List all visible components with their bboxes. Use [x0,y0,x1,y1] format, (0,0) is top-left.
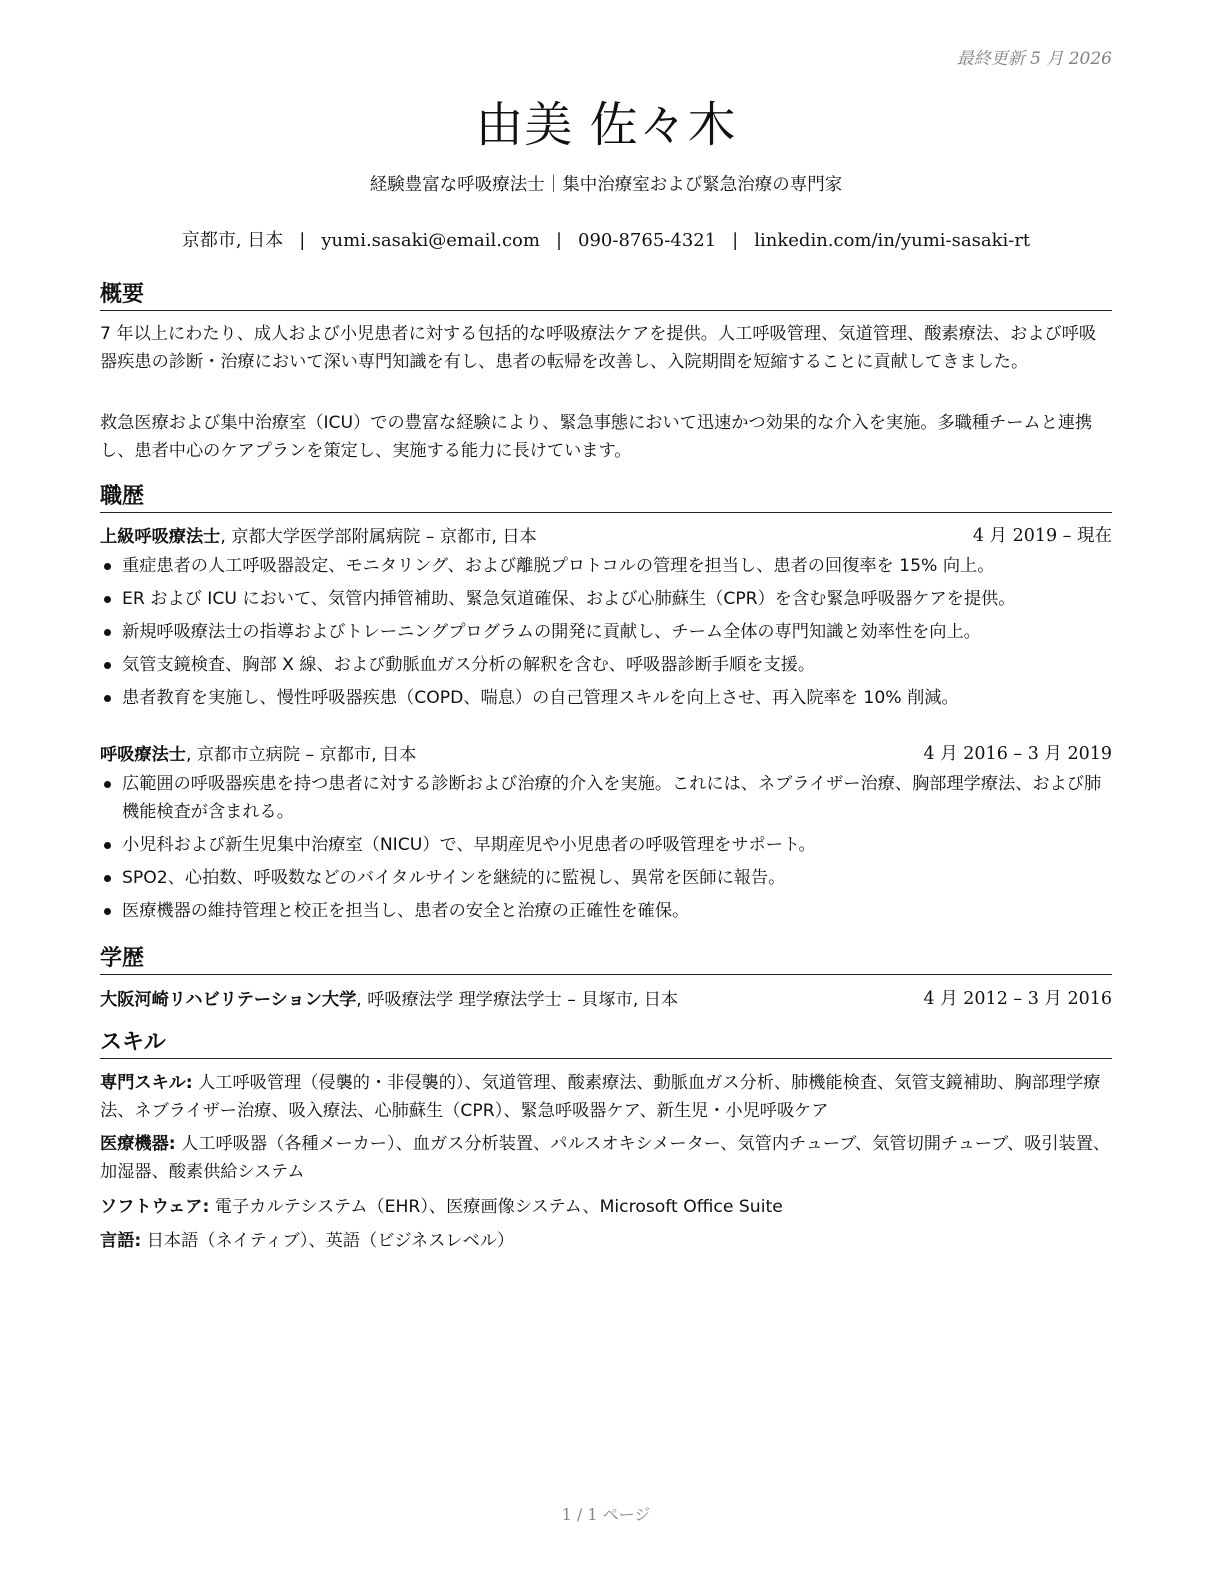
section-title-education: 学歴 [100,941,1112,975]
education-school: 大阪河崎リハビリテーション大学 [100,990,357,1010]
section-title-summary: 概要 [100,277,1112,311]
contact-email[interactable]: yumi.sasaki@email.com [321,230,540,251]
job-dates: 4 月 2019 – 現在 [972,526,1112,546]
tagline: 経験豊富な呼吸療法士｜集中治療室および緊急治療の専門家 [369,175,843,195]
skill-line-language [100,1227,1112,1255]
summary-paragraph: 救急医療および集中治療室（ICU）での豊富な経験により、緊急事態において迅速かつ効果的な介入を実施。多職種チームと連携し、患者中心のケアプランを策定し、実施する能力に長けています。 [100,413,1093,461]
last-updated: 最終更新 5 月 2026 [956,49,1112,69]
contact-separator: | [732,230,739,251]
skill-label: 言語: [100,1231,142,1251]
job-bullet: 患者教育を実施し、慢性呼吸器疾患（COPD、喘息）の自己管理スキルを向上させ、再入院率を 10% 削減。 [100,684,1112,712]
job-role: 呼吸療法士 [100,745,186,765]
job-organization: , 京都大学医学部附属病院 – 京都市, 日本 [220,527,537,547]
contact-location: 京都市, 日本 [181,230,284,251]
job-dates: 4 月 2016 – 3 月 2019 [923,744,1112,764]
skill-text: 人工呼吸管理（侵襲的・非侵襲的）、気道管理、酸素療法、動脈血ガス分析、肺機能検査、気管支鏡補助、胸部理学療法、ネブライザー治療、吸入療法、心肺蘇生（CPR）、緊急呼吸器ケア、新生児・小児呼吸ケア [100,1073,1101,1121]
resume-page [100,0,1112,1584]
job-organization: , 京都市立病院 – 京都市, 日本 [185,745,417,765]
section-title-experience: 職歴 [100,479,1112,513]
skill-label: 専門スキル: [100,1073,193,1093]
job-header [100,522,1112,548]
job-bullet: 新規呼吸療法士の指導およびトレーニングプログラムの開発に貢献し、チーム全体の専門知識と効率性を向上。 [100,618,1112,646]
job-bullet: 重症患者の人工呼吸器設定、モニタリング、および離脱プロトコルの管理を担当し、患者の回復率を 15% 向上。 [100,552,1112,580]
contact-separator: | [299,230,306,251]
job-bullet: 広範囲の呼吸器疾患を持つ患者に対する診断および治療的介入を実施。これには、ネブライザー治療、胸部理学療法、および肺機能検査が含まれる。 [100,770,1112,826]
page-number: 1 / 1 ページ [561,1505,651,1524]
job-bullet: 医療機器の維持管理と校正を担当し、患者の安全と治療の正確性を確保。 [100,897,1112,925]
skill-text: 電子カルテシステム（EHR）、医療画像システム、Microsoft Office Suite [209,1197,783,1217]
contact-linkedin[interactable]: linkedin.com/in/yumi-sasaki-rt [754,230,1031,251]
job-bullet: 気管支鏡検査、胸部 X 線、および動脈血ガス分析の解釈を含む、呼吸器診断手順を支援。 [100,651,1112,679]
contact-separator: | [555,230,563,251]
contact-phone[interactable]: 090-8765-4321 [578,230,717,251]
skill-line-software [100,1193,1112,1221]
contact-line [100,226,1112,252]
education-dates: 4 月 2012 – 3 月 2016 [923,989,1112,1009]
skill-label: 医療機器: [100,1134,176,1154]
job-role: 上級呼吸療法士 [100,527,221,547]
section-title-skills: スキル [100,1025,1112,1059]
skill-line-equipment [100,1130,1112,1186]
job-bullets [100,552,1112,712]
education-entry [100,985,1112,1011]
skill-line-specialty [100,1069,1112,1125]
skill-text: 人工呼吸器（各種メーカー）、血ガス分析装置、パルスオキシメーター、気管内チューブ、気管切開チューブ、吸引装置、加湿器、酸素供給システム [100,1134,1111,1182]
skill-label: ソフトウェア: [100,1197,210,1217]
candidate-name: 由美 佐々木 [475,97,737,153]
education-degree: , 呼吸療法学 理学療法学士 – 貝塚市, 日本 [356,990,679,1010]
job-bullet: SPO2、心拍数、呼吸数などのバイタルサインを継続的に監視し、異常を医師に報告。 [100,864,1112,892]
job-bullets [100,770,1112,925]
job-bullet: ER および ICU において、気管内挿管補助、緊急気道確保、および心肺蘇生（CPR）を含む緊急呼吸器ケアを提供。 [100,585,1112,613]
job-bullet: 小児科および新生児集中治療室（NICU）で、早期産児や小児患者の呼吸管理をサポート。 [100,831,1112,859]
summary-paragraph: 7 年以上にわたり、成人および小児患者に対する包括的な呼吸療法ケアを提供。人工呼吸管理、気道管理、酸素療法、および呼吸器疾患の診断・治療において深い専門知識を有し、患者の転帰を改善し、入院期間を短縮することに貢献してきました。 [100,324,1097,372]
job-header [100,740,1112,766]
skill-text: 日本語（ネイティブ）、英語（ビジネスレベル） [141,1231,515,1251]
